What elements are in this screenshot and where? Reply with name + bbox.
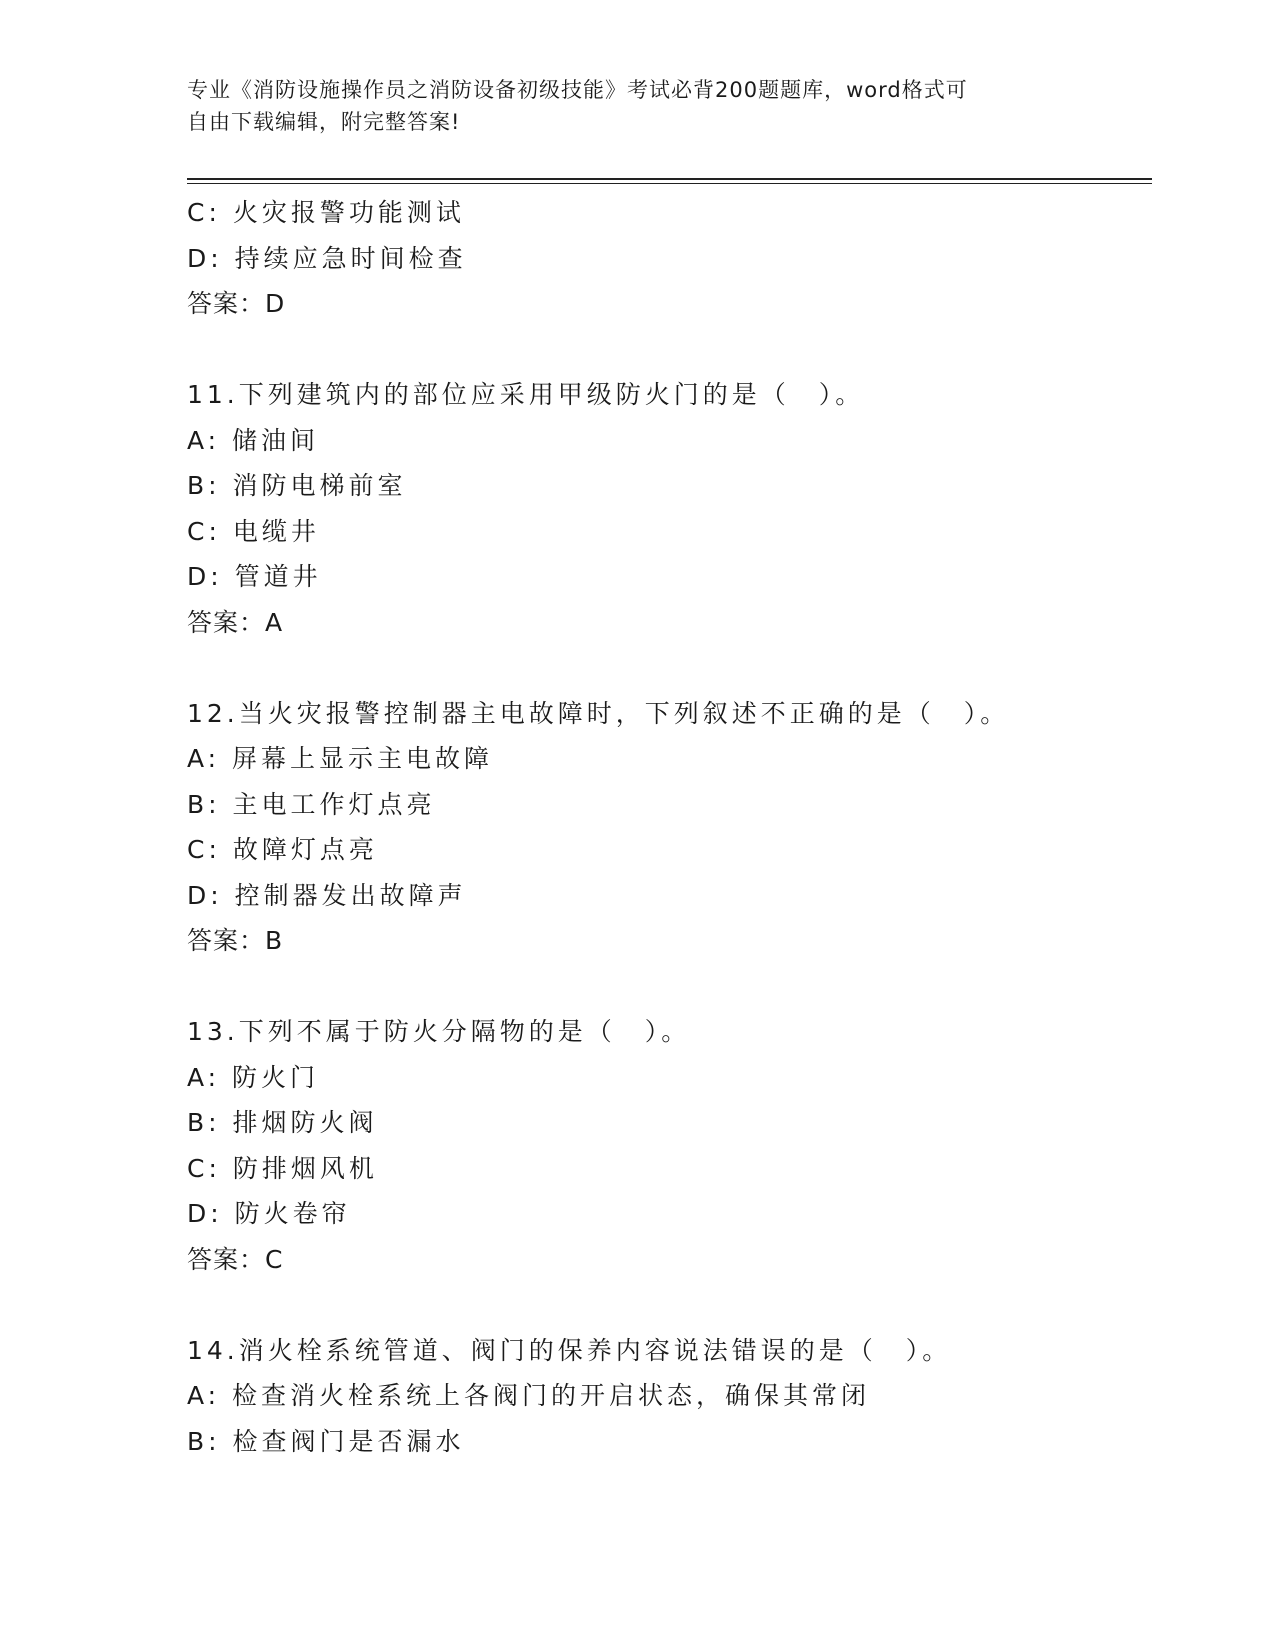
option-d: D: 管道井 (187, 562, 322, 591)
option-d: D: 防火卷帘 (187, 1199, 351, 1228)
answer-line: 答案：B (187, 926, 284, 955)
header-divider-thick (187, 178, 1152, 180)
question-block-11 (187, 372, 1152, 645)
question-stem: 12.当火灾报警控制器主电故障时，下列叙述不正确的是（ ）。 (187, 698, 1010, 728)
answer-line: 答案：A (187, 607, 284, 637)
question-list (187, 190, 1152, 1464)
option-b: B: 主电工作灯点亮 (187, 789, 436, 819)
spacer (187, 327, 1152, 373)
option-c: C: 故障灯点亮 (187, 835, 378, 864)
header-line-2: 自由下载编辑，附完整答案! (187, 110, 461, 134)
question-block-13 (187, 1009, 1152, 1282)
spacer (187, 964, 1152, 1010)
question-block-14 (187, 1328, 1152, 1465)
option-b: B: 消防电梯前室 (187, 471, 407, 500)
option-d: D: 持续应急时间检查 (187, 243, 467, 273)
header-divider-thin (187, 183, 1152, 184)
option-b: B: 排烟防火阀 (187, 1108, 378, 1137)
option-a: A: 防火门 (187, 1062, 320, 1092)
option-d: D: 控制器发出故障声 (187, 880, 467, 910)
option-a: A: 检查消火栓系统上各阀门的开启状态，确保其常闭 (187, 1381, 871, 1410)
question-stem: 11.下列建筑内的部位应采用甲级防火门的是（ ）。 (187, 380, 865, 409)
question-block-continued (187, 190, 1152, 327)
question-stem: 13.下列不属于防火分隔物的是（ ）。 (187, 1017, 691, 1046)
option-a: A: 屏幕上显示主电故障 (187, 744, 494, 773)
header-line-1: 专业《消防设施操作员之消防设备初级技能》考试必背200题题库，word格式可 (187, 78, 968, 102)
option-c: C: 防排烟风机 (187, 1153, 378, 1183)
option-c: C: 火灾报警功能测试 (187, 198, 465, 227)
question-block-12 (187, 691, 1152, 964)
option-c: C: 电缆井 (187, 516, 320, 546)
question-stem: 14.消火栓系统管道、阀门的保养内容说法错误的是（ ）。 (187, 1335, 952, 1365)
answer-line: 答案：D (187, 289, 286, 318)
spacer (187, 645, 1152, 691)
answer-line: 答案：C (187, 1244, 284, 1274)
option-a: A: 储油间 (187, 425, 320, 455)
document-header (187, 74, 1087, 138)
spacer (187, 1282, 1152, 1328)
option-b: B: 检查阀门是否漏水 (187, 1426, 465, 1456)
